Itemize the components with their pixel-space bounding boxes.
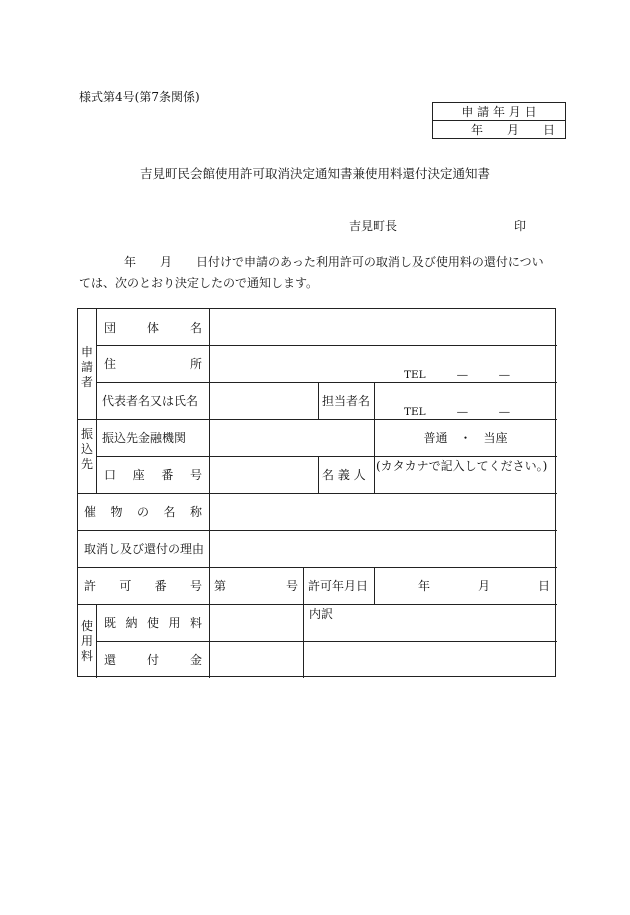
issuer-name: 吉見町長: [349, 219, 398, 233]
event-name-label: 催 物 の 名 称: [84, 505, 202, 519]
document-title: 吉見町民会館使用許可取消決定通知書兼使用料還付決定通知書: [139, 166, 490, 181]
permit-date-label: 許可年月日: [308, 579, 369, 593]
fee-group-label: 使用料: [80, 619, 93, 663]
notice-text-line-2: ては、次のとおり決定したので通知します。: [79, 276, 319, 290]
permit-date-field: 年 月 日: [417, 579, 550, 593]
form-number-label: 様式第4号(第7条関係): [79, 90, 200, 104]
application-date-field: 年 月 日: [433, 121, 566, 139]
seal-mark: 印: [514, 219, 527, 233]
refund-label: 還 付 金: [104, 653, 202, 667]
account-holder-label: 名 義 人: [322, 468, 366, 482]
permit-number-field: 第 号: [214, 579, 298, 593]
account-number-label: 口 座 番 号: [104, 468, 202, 482]
application-date-box: [432, 102, 566, 139]
katakana-note: (カタカナで記入してください。): [376, 458, 548, 473]
representative-label: 代表者名又は氏名: [102, 394, 199, 408]
address-tel: TEL ― ―: [404, 369, 510, 381]
applicant-group-label: 申請者: [80, 345, 93, 389]
reason-label: 取消し及び還付の理由: [84, 542, 205, 556]
bank-label: 振込先金融機関: [102, 431, 187, 445]
transfer-group-label: 振込先: [80, 427, 93, 471]
address-label: 住 所: [104, 357, 202, 371]
permit-number-label: 許 可 番 号: [84, 579, 202, 593]
notification-table: [77, 308, 556, 677]
application-date-label: 申 請 年 月 日: [433, 103, 566, 121]
account-type-options: 普通 ・ 当座: [423, 431, 508, 445]
contact-person-label: 担当者名: [322, 394, 371, 408]
group-name-label: 団 体 名: [104, 320, 202, 335]
notice-text-line-1: 年 月 日付けで申請のあった利用許可の取消し及び使用料の還付につい: [124, 255, 544, 269]
paid-fee-label: 既 納 使 用 料: [104, 616, 202, 630]
breakdown-label: 内訳: [309, 606, 334, 621]
contact-tel: TEL ― ―: [404, 406, 510, 418]
